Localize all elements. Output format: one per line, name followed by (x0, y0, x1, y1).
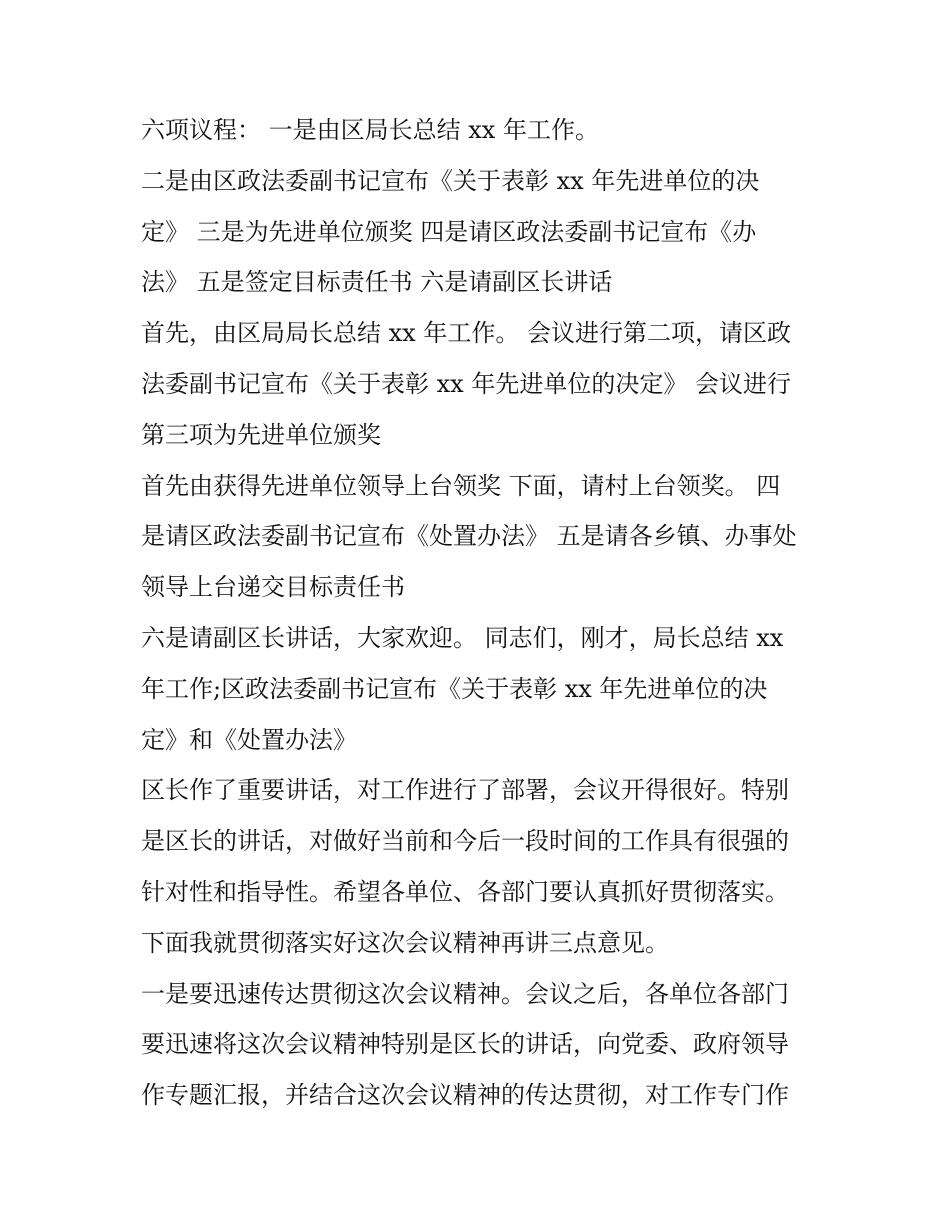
text-line: 法委副书记宣布《关于表彰 xx 年先进单位的决定》 会议进行 (141, 369, 791, 398)
text-line: 下面我就贯彻落实好这次会议精神再讲三点意见。 (141, 928, 669, 957)
text-line: 针对性和指导性。希望各单位、各部门要认真抓好贯彻落实。 (141, 877, 789, 906)
text-line: 区长作了重要讲话，对工作进行了部署，会议开得很好。特别 (141, 776, 789, 805)
text-line: 作专题汇报，并结合这次会议精神的传达贯彻，对工作专门作 (141, 1081, 789, 1110)
text-line: 是请区政法委副书记宣布《处置办法》 五是请各乡镇、办事处 (141, 522, 797, 551)
text-line: 首先由获得先进单位领导上台领奖 下面，请村上台领奖。 四 (141, 471, 781, 500)
text-line: 定》 三是为先进单位颁奖 四是请区政法委副书记宣布《办 (141, 217, 757, 246)
text-line: 要迅速将这次会议精神特别是区长的讲话，向党委、政府领导 (141, 1030, 789, 1059)
text-line: 法》 五是签定目标责任书 六是请副区长讲话 (141, 268, 613, 297)
text-line: 六项议程： 一是由区局长总结 xx 年工作。 (141, 116, 599, 144)
text-line: 是区长的讲话，对做好当前和今后一段时间的工作具有很强的 (141, 827, 789, 856)
text-line: 首先，由区局局长总结 xx 年工作。 会议进行第二项，请区政 (141, 319, 791, 348)
document-body (141, 105, 831, 1121)
text-line: 第三项为先进单位颁奖 (141, 420, 381, 449)
text-line: 二是由区政法委副书记宣布《关于表彰 xx 年先进单位的决 (141, 166, 760, 195)
text-line: 一是要迅速传达贯彻这次会议精神。会议之后，各单位各部门 (141, 979, 789, 1008)
text-line: 六是请副区长讲话，大家欢迎。 同志们，刚才，局长总结 xx (141, 623, 784, 652)
text-line: 定》和《处置办法》 (141, 725, 357, 754)
text-line: 领导上台递交目标责任书 (141, 573, 405, 602)
text-line: 年工作;区政法委副书记宣布《关于表彰 xx 年先进单位的决 (141, 674, 768, 703)
